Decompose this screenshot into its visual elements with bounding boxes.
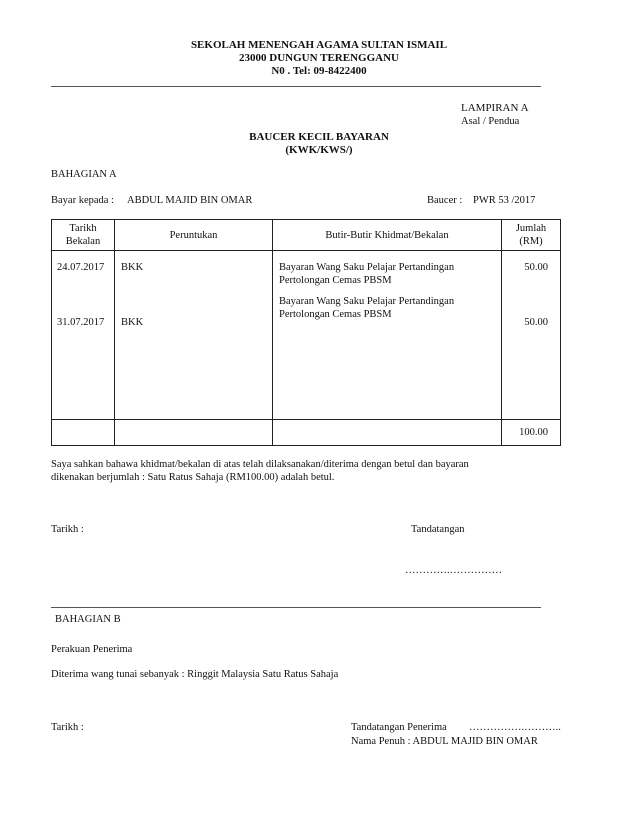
section-b-date-label: Tarikh : (51, 722, 84, 733)
voucher-code: (KWK/KWS/) (285, 144, 353, 156)
receiver-signature-line: …………….……….. (469, 722, 561, 733)
date-header-line1: Tarikh (69, 223, 97, 234)
receiver-full-name: Nama Penuh : ABDUL MAJID BIN OMAR (351, 736, 538, 747)
voucher-table (51, 219, 561, 446)
date-cell (52, 251, 115, 420)
pay-to-value: ABDUL MAJID BIN OMAR (127, 195, 253, 206)
section-a-signature-line: ………….…………… (405, 565, 503, 576)
row1-amount: 50.00 (524, 262, 548, 273)
row1-details-line2: Pertolongan Cemas PBSM (279, 275, 392, 286)
school-name: SEKOLAH MENENGAH AGAMA SULTAN ISMAIL (190, 39, 448, 51)
receiver-signature-label: Tandatangan Penerima (351, 722, 447, 733)
allocation-cell (115, 251, 273, 420)
table-header-row (52, 220, 561, 251)
row1-date: 24.07.2017 (57, 262, 105, 273)
row2-allocation: BKK (121, 317, 144, 328)
row1-details-line1: Bayaran Wang Saku Pelajar Pertandingan (279, 262, 455, 273)
row1-allocation: BKK (121, 262, 144, 273)
voucher-title: BAUCER KECIL BAYARAN (249, 131, 389, 143)
section-b-heading: BAHAGIAN B (55, 614, 121, 625)
row2-amount: 50.00 (524, 317, 548, 328)
row2-details-line2: Pertolongan Cemas PBSM (279, 309, 392, 320)
row2-date: 31.07.2017 (57, 317, 105, 328)
row2-details-line1: Bayaran Wang Saku Pelajar Pertandingan (279, 296, 455, 307)
total-amount: 100.00 (502, 420, 561, 446)
section-divider (51, 607, 541, 608)
lampiran-copy: Asal / Pendua (461, 116, 520, 127)
column-header-amount (502, 220, 561, 251)
received-amount-text: Diterima wang tunai sebanyak : Ringgit Malaysia Satu Ratus Sahaja (51, 669, 339, 680)
voucher-number-label: Baucer : (427, 195, 463, 206)
voucher-number-value: PWR 53 /2017 (473, 195, 536, 206)
column-header-date (52, 220, 115, 251)
section-a-date-label: Tarikh : (51, 524, 84, 535)
certification-line2: dikenakan berjumlah : Satu Ratus Sahaja (RM100.00) adalah betul. (51, 472, 335, 483)
details-cell (273, 251, 502, 420)
school-address: 23000 DUNGUN TERENGGANU (239, 52, 399, 64)
certification-line1: Saya sahkan bahawa khidmat/bekalan di atas telah dilaksanakan/diterima dengan betul dan bayaran (51, 459, 469, 470)
section-a-heading: BAHAGIAN A (51, 169, 117, 180)
column-header-details: Butir-Butir Khidmat/Bekalan (273, 220, 502, 251)
table-body-row (52, 251, 561, 420)
pay-to-label: Bayar kepada : (51, 195, 114, 206)
table-total-row (52, 420, 561, 446)
amount-cell (502, 251, 561, 420)
column-header-allocation: Peruntukan (115, 220, 273, 251)
lampiran-label: LAMPIRAN A (461, 102, 529, 114)
date-header-line2: Bekalan (65, 236, 101, 247)
amount-header-line1: Jumlah (515, 223, 547, 234)
receipt-label: Perakuan Penerima (51, 644, 133, 655)
header-divider (51, 86, 541, 87)
amount-header-line2: (RM) (519, 236, 543, 247)
school-phone: N0 . Tel: 09-8422400 (271, 65, 367, 77)
section-a-signature-label: Tandatangan (411, 524, 465, 535)
